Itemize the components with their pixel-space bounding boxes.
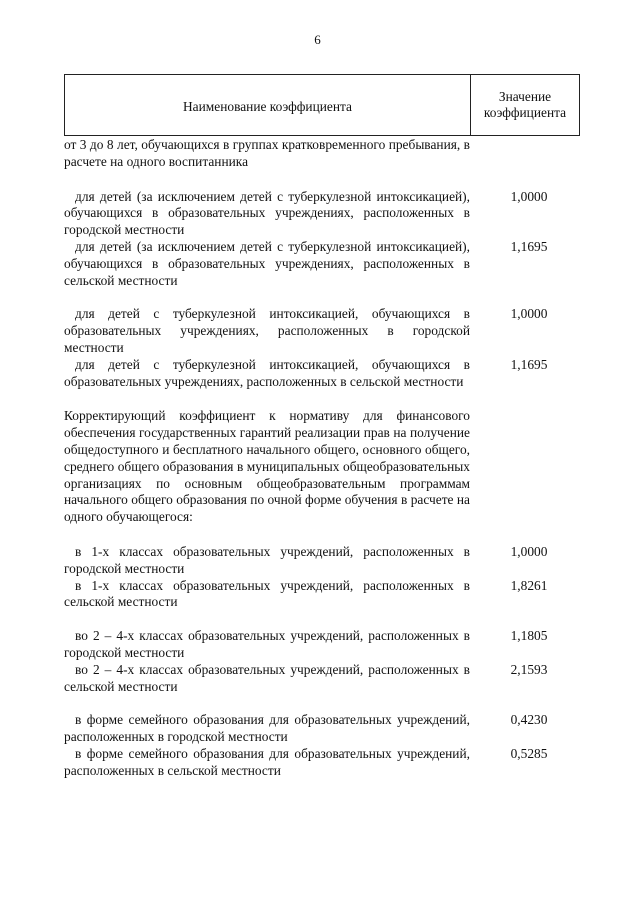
coefficient-name: во 2 – 4-х классах образовательных учреждений, расположенных в городской местности <box>64 628 470 660</box>
coefficient-name: в форме семейного образования для образовательных учреждений, расположенных в сельской местности <box>64 745 470 778</box>
coefficient-name: для детей (за исключением детей с туберкулезной интоксикацией), обучающихся в образовательных учреждениях, расположенных в сельской местности <box>64 238 470 288</box>
coefficient-value: 1,0000 <box>510 306 548 322</box>
table-row <box>64 189 580 239</box>
table-row <box>64 239 580 289</box>
header-name-column: Наименование коэффициента <box>65 75 471 135</box>
coefficient-value: 1,0000 <box>510 543 548 559</box>
coefficient-name: в форме семейного образования для образовательных учреждений, расположенных в городской местности <box>64 712 470 745</box>
coefficient-value: 0,4230 <box>510 712 548 728</box>
table-row <box>64 578 580 612</box>
table-body <box>64 137 580 780</box>
table-row <box>64 357 580 391</box>
coefficient-name: Корректирующий коэффициент к нормативу для финансового обеспечения государственных гарантий реализации прав на получение общедоступного и бесплатного начального общего, основного общего, среднего общего образования в муниципальных общеобразовательных организациях по основным общеобразовательным программам начального общего образования по очной форме обучения в расчете на одного обучающегося: <box>64 408 470 525</box>
coefficient-name: в 1-х классах образовательных учреждений, расположенных в городской местности <box>64 543 470 576</box>
coefficient-name: для детей с туберкулезной интоксикацией, обучающихся в образовательных учреждениях, расположенных в городской местности <box>64 306 470 355</box>
table-row <box>64 628 580 662</box>
coefficient-value: 1,8261 <box>510 577 548 593</box>
header-value-line2: коэффициента <box>483 105 567 120</box>
coefficient-name: для детей (за исключением детей с туберкулезной интоксикацией), обучающихся в образовательных учреждениях, расположенных в городской местности <box>64 188 470 238</box>
coefficient-name: от 3 до 8 лет, обучающихся в группах кратковременного пребывания, в расчете на одного воспитанника <box>64 137 470 169</box>
coefficient-name: в 1-х классах образовательных учреждений, расположенных в сельской местности <box>64 577 470 610</box>
header-value-line1: Значение <box>498 89 552 104</box>
table-row <box>64 544 580 578</box>
coefficient-name: для детей с туберкулезной интоксикацией, обучающихся в образовательных учреждениях, расположенных в сельской местности <box>64 356 470 389</box>
coefficient-value: 1,0000 <box>510 188 548 204</box>
table-row <box>64 712 580 746</box>
coefficient-value: 2,1593 <box>510 661 548 677</box>
table-row <box>64 408 580 526</box>
table-row <box>64 662 580 696</box>
table-header <box>64 74 580 136</box>
coefficient-value: 0,5285 <box>510 745 548 761</box>
coefficient-name: во 2 – 4-х классах образовательных учреждений, расположенных в сельской местности <box>64 661 470 694</box>
table-row <box>64 137 580 171</box>
table-row <box>64 746 580 780</box>
coefficient-value: 1,1695 <box>510 238 548 254</box>
coefficient-value: 1,1805 <box>510 628 548 644</box>
coefficient-value: 1,1695 <box>510 356 548 372</box>
table-row <box>64 306 580 356</box>
page-number: 6 <box>314 32 321 47</box>
header-value-column <box>471 75 579 135</box>
